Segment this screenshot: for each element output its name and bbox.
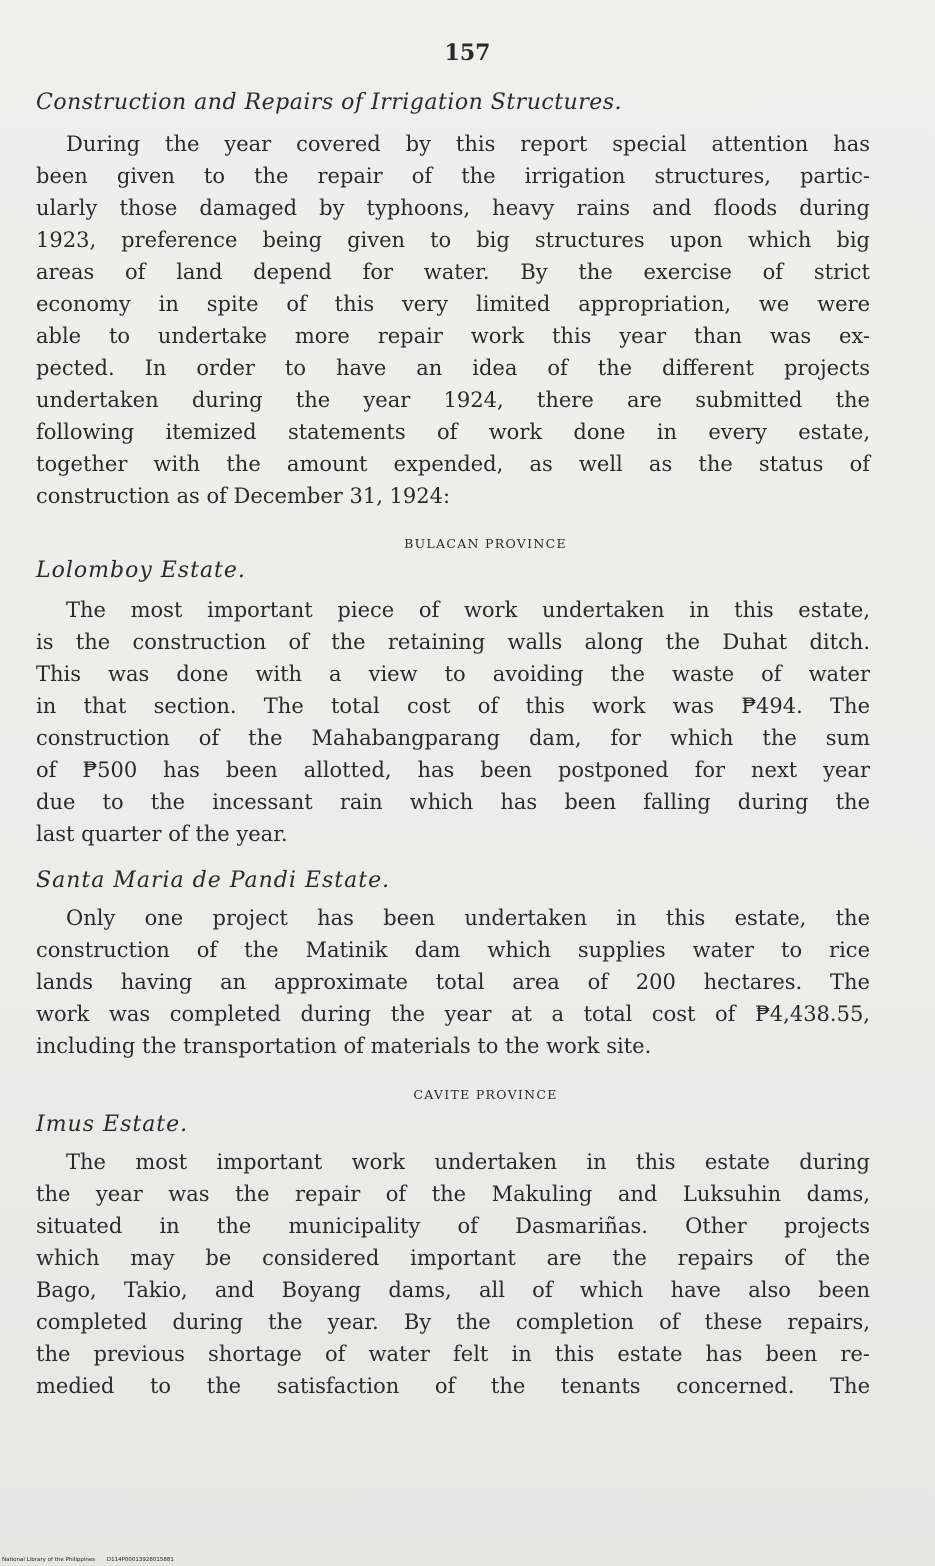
scan-footer <box>2 1557 184 1563</box>
lolomboy-paragraph <box>36 594 870 850</box>
section-heading-construction: Construction and Repairs of Irrigation Structures. <box>36 90 623 115</box>
text-line: Bago, Takio, and Boyang dams, all of which have also been <box>36 1278 870 1302</box>
intro-paragraph <box>36 128 870 512</box>
text-line: the year was the repair of the Makuling and Luksuhin dams, <box>36 1182 870 1206</box>
text-line: in that section. The total cost of this work was ₱494. The <box>36 694 870 718</box>
text-line: The most important work undertaken in this estate during <box>66 1150 870 1174</box>
footer-identifier: D114P00013928015881 <box>106 1557 174 1563</box>
province-title-cavite: CAVITE PROVINCE <box>413 1087 558 1102</box>
text-line: Only one project has been undertaken in this estate, the <box>66 906 870 930</box>
text-line: situated in the municipality of Dasmariñas. Other projects <box>36 1214 870 1238</box>
text-line: construction as of December 31, 1924: <box>36 484 451 508</box>
text-line: following itemized statements of work done in every estate, <box>36 420 870 444</box>
text-line: economy in spite of this very limited appropriation, we were <box>36 292 870 316</box>
imus-paragraph <box>36 1146 870 1402</box>
text-line: During the year covered by this report special attention has <box>66 132 870 156</box>
estate-heading-santa-maria: Santa Maria de Pandi Estate. <box>36 868 391 893</box>
text-line: been given to the repair of the irrigation structures, partic- <box>36 164 870 188</box>
text-line: medied to the satisfaction of the tenants concerned. The <box>36 1374 870 1398</box>
text-line: is the construction of the retaining walls along the Duhat ditch. <box>36 630 870 654</box>
text-line: together with the amount expended, as well as the status of <box>36 452 870 476</box>
santa-maria-paragraph <box>36 902 870 1062</box>
text-line: construction of the Matinik dam which supplies water to rice <box>36 938 870 962</box>
text-line: work was completed during the year at a total cost of ₱4,438.55, <box>36 1002 870 1026</box>
text-line: ularly those damaged by typhoons, heavy rains and floods during <box>36 196 870 220</box>
text-line: lands having an approximate total area of 200 hectares. The <box>36 970 870 994</box>
estate-heading-imus: Imus Estate. <box>36 1112 189 1137</box>
text-line: undertaken during the year 1924, there are submitted the <box>36 388 870 412</box>
text-line: including the transportation of materials to the work site. <box>36 1034 652 1058</box>
text-line: due to the incessant rain which has been falling during the <box>36 790 870 814</box>
estate-heading-lolomboy: Lolomboy Estate. <box>36 558 246 583</box>
footer-library: National Library of the Philippines <box>2 1557 96 1563</box>
text-line: areas of land depend for water. By the exercise of strict <box>36 260 870 284</box>
text-line: able to undertake more repair work this year than was ex- <box>36 324 870 348</box>
text-line: the previous shortage of water felt in this estate has been re- <box>36 1342 870 1366</box>
text-line: construction of the Mahabangparang dam, for which the sum <box>36 726 870 750</box>
text-line: last quarter of the year. <box>36 822 288 846</box>
text-line: This was done with a view to avoiding the waste of water <box>36 662 870 686</box>
text-line: 1923, preference being given to big structures upon which big <box>36 228 870 252</box>
province-title-bulacan: BULACAN PROVINCE <box>404 536 567 551</box>
text-line: The most important piece of work undertaken in this estate, <box>66 598 870 622</box>
text-line: pected. In order to have an idea of the different projects <box>36 356 870 380</box>
page-number: 157 <box>444 40 491 66</box>
text-line: of ₱500 has been allotted, has been postponed for next year <box>36 758 870 782</box>
text-line: which may be considered important are the repairs of the <box>36 1246 870 1270</box>
text-line: completed during the year. By the completion of these repairs, <box>36 1310 870 1334</box>
